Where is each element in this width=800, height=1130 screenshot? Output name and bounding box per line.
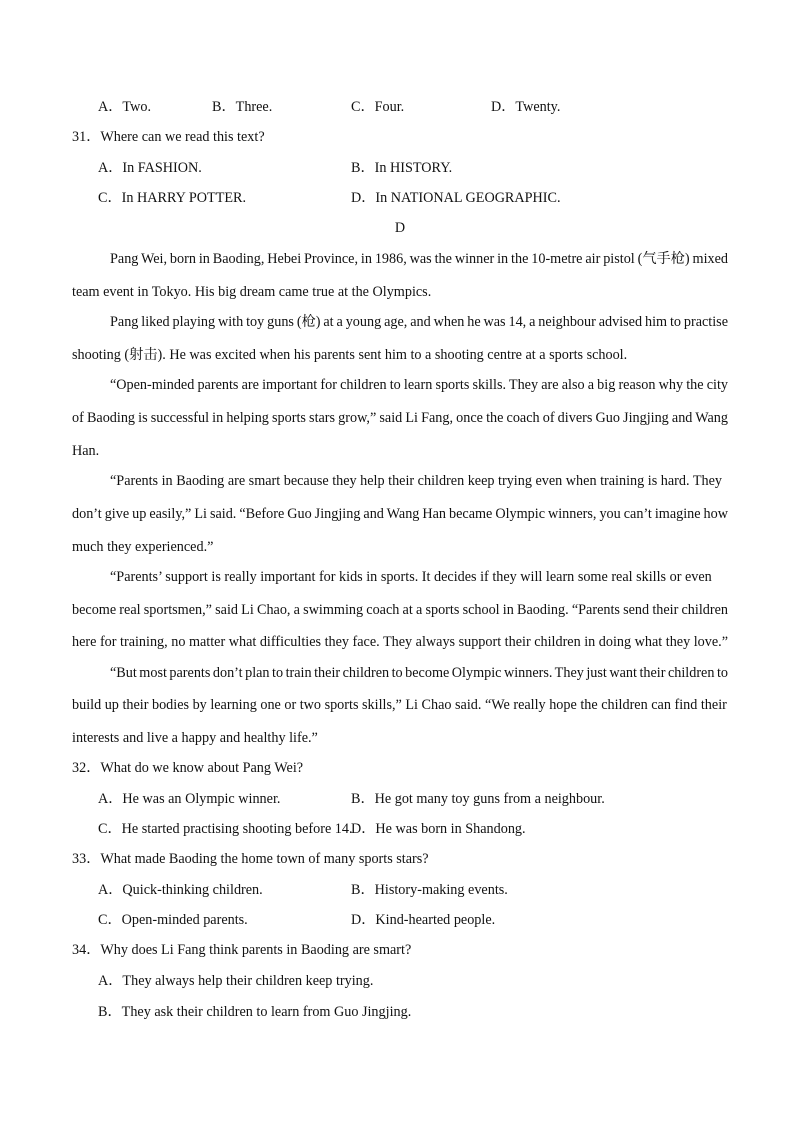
passage-line: “Parents’ support is really important for kids in sports. It decides if they will learn some real skills or even xyxy=(110,569,712,585)
question-33-option-a: A．Quick-thinking children. xyxy=(98,882,263,898)
option-d: D．Twenty. xyxy=(491,99,561,115)
question-33-stem: 33．What made Baoding the home town of many sports stars? xyxy=(72,851,429,867)
question-34-option-a: A．They always help their children keep trying. xyxy=(98,973,374,989)
passage-line: shooting (射击). He was excited when his parents sent him to a shooting centre at a sports school. xyxy=(72,347,628,363)
section-label: D xyxy=(394,220,406,236)
passage-line: “Open-minded parents are important for children to learn sports skills. They are also a big reason why the city xyxy=(110,377,728,393)
passage-line: of Baoding is successful in helping sports stars grow,” said Li Fang, once the coach of divers Guo Jingjing and Wang xyxy=(72,410,728,426)
question-34-option-b: B．They ask their children to learn from Guo Jingjing. xyxy=(98,1004,412,1020)
question-32-option-d: D．He was born in Shandong. xyxy=(351,821,526,837)
question-34-stem: 34．Why does Li Fang think parents in Baoding are smart? xyxy=(72,942,412,958)
question-32-option-a: A．He was an Olympic winner. xyxy=(98,791,281,807)
passage-line: become real sportsmen,” said Li Chao, a swimming coach at a sports school in Baoding. “Parents send their children xyxy=(72,602,728,618)
question-31-option-d: D．In NATIONAL GEOGRAPHIC. xyxy=(351,190,561,206)
question-32-option-b: B．He got many toy guns from a neighbour. xyxy=(351,791,605,807)
question-32-stem: 32．What do we know about Pang Wei? xyxy=(72,760,304,776)
passage-line: team event in Tokyo. His big dream came true at the Olympics. xyxy=(72,284,432,300)
question-33-option-b: B．History-making events. xyxy=(351,882,508,898)
question-31-stem: 31．Where can we read this text? xyxy=(72,129,265,145)
passage-line: build up their bodies by learning one or two sports skills,” Li Chao said. “We really hope the children can find their xyxy=(72,697,727,713)
question-31-option-a: A．In FASHION. xyxy=(98,160,202,176)
passage-line: much they experienced.” xyxy=(72,539,214,555)
passage-line: “But most parents don’t plan to train their children to become Olympic winners. They just want their children to xyxy=(110,665,728,681)
question-31-option-c: C．In HARRY POTTER. xyxy=(98,190,247,206)
question-33-option-c: C．Open-minded parents. xyxy=(98,912,248,928)
passage-line: Han. xyxy=(72,443,100,459)
question-31-option-b: B．In HISTORY. xyxy=(351,160,453,176)
passage-line: Pang Wei, born in Baoding, Hebei Province, in 1986, was the winner in the 10-metre air pistol (气手枪) mixed xyxy=(110,251,728,267)
passage-line: don’t give up easily,” Li said. “Before Guo Jingjing and Wang Han became Olympic winners, you can’t imagine how xyxy=(72,506,728,522)
question-33-option-d: D．Kind-hearted people. xyxy=(351,912,496,928)
option-b: B．Three. xyxy=(212,99,273,115)
option-c: C．Four. xyxy=(351,99,405,115)
question-32-option-c: C．He started practising shooting before 14. xyxy=(98,821,353,837)
option-a: A．Two. xyxy=(98,99,151,115)
passage-line: Pang liked playing with toy guns (枪) at a young age, and when he was 14, a neighbour advised him to practise xyxy=(110,314,728,330)
passage-line: interests and live a happy and healthy life.” xyxy=(72,730,318,746)
passage-line: “Parents in Baoding are smart because they help their children keep trying even when training is hard. They xyxy=(110,473,722,489)
passage-line: here for training, no matter what difficulties they face. They always support their children in doing what they love.” xyxy=(72,634,728,650)
